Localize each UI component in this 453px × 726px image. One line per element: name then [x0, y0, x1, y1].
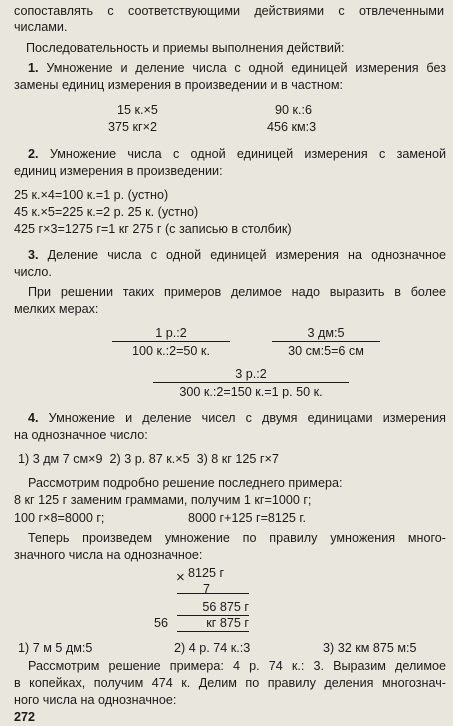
fraction-1-bottom: 100 к.:2=50 к.: [132, 344, 210, 358]
section-4-title-line-1: 4. Умножение и деление чисел с двумя единицами измерения: [28, 411, 447, 425]
section-1-number: 1.: [28, 61, 39, 75]
section-2-line-1: 25 к.×4=100 к.=1 р. (устно): [14, 188, 169, 202]
section-4-paragraph-2-line-2: значного числа на однозначное:: [14, 548, 203, 562]
section-4-paragraph-2-line-1: Теперь произведем умножение по правилу умножения много-: [28, 531, 446, 545]
calc-b: 8000 г+125 г=8125 г.: [188, 511, 306, 525]
column-result: 56 875 г: [177, 599, 249, 616]
division-example-3: 3) 32 км 875 м:5: [323, 641, 417, 655]
section-3-number: 3.: [28, 248, 39, 262]
column-rule-1: [177, 593, 249, 594]
fraction-3-bottom: 300 к.:2=150 к.=1 р. 50 к.: [179, 385, 323, 399]
intro-line-1: сопоставлять с соответствующими действиями с отвлеченными: [14, 4, 444, 18]
section-1-example-b1: 90 к.:6: [275, 103, 313, 117]
sequence-heading: Последовательность и приемы выполнения действий:: [26, 41, 345, 55]
section-4-paragraph-3-line-3: ного числа на однозначное:: [14, 693, 177, 707]
section-2-line-2: 45 к.×5=225 к.=2 р. 25 к. (устно): [14, 205, 199, 219]
section-4-title-line-2: на однозначное число:: [14, 428, 148, 442]
section-1-example-a2: 375 кг×2: [108, 120, 157, 134]
section-2-number: 2.: [28, 147, 39, 161]
section-4-number: 4.: [28, 411, 39, 425]
section-1-title-line-1: 1. Умножение и деление числа с одной единицей измерения без: [28, 61, 446, 75]
section-3-title-line-2: число.: [14, 265, 52, 279]
fraction-3-top: 3 р.:2: [153, 366, 349, 383]
column-final-prefix: 56: [154, 616, 169, 630]
page-number: 272: [14, 710, 36, 724]
section-1-example-b2: 456 км:3: [267, 120, 317, 134]
section-4-paragraph-1-line-1: Рассмотрим подробно решение последнего примера:: [28, 476, 343, 490]
section-3-text-line-2: мелких мерах:: [14, 302, 99, 316]
section-4-paragraph-3-line-2: в копейках, получим 474 к. Делим по правилу деления многознач-: [14, 676, 446, 690]
section-4-paragraph-1-line-2: 8 кг 125 г заменим граммами, получим 1 кг=1000 г;: [14, 493, 312, 507]
fraction-2-top: 3 дм:5: [272, 325, 380, 342]
section-4-examples: 1) 3 дм 7 см×9 2) 3 р. 87 к.×5 3) 8 кг 125 г×7: [18, 452, 279, 466]
column-multiplicand: 8125 г: [188, 566, 225, 580]
division-example-2: 2) 4 р. 74 к.:3: [174, 641, 251, 655]
column-final: кг 875 г: [177, 615, 249, 632]
fraction-2-bottom: 30 см:5=6 см: [288, 344, 364, 358]
section-4-paragraph-3-line-1: Рассмотрим решение примера: 4 р. 74 к.: 3. Выразим делимое: [28, 659, 446, 673]
section-2-title-line-2: единиц измерения в произведении:: [14, 164, 223, 178]
division-example-1: 1) 7 м 5 дм:5: [18, 641, 93, 655]
intro-line-2: числами.: [14, 20, 68, 34]
section-2-line-3: 425 г×3=1275 г=1 кг 275 г (с записью в столбик): [14, 222, 292, 236]
section-3-title-line-1: 3. Деление числа с одной единицей измерения на однозначное: [28, 248, 446, 262]
section-1-example-a1: 15 к.×5: [117, 103, 158, 117]
column-multiplier: 7: [203, 582, 211, 596]
column-multiplication-sign: ×: [176, 569, 185, 586]
section-3-text-line-1: При решении таких примеров делимое надо выразить в более: [28, 285, 446, 299]
calc-a: 100 г×8=8000 г;: [14, 511, 105, 525]
section-1-title-line-2: замены единиц измерения в произведении и в частном:: [14, 78, 343, 92]
fraction-1-top: 1 р.:2: [112, 325, 230, 342]
section-2-title-line-1: 2. Умножение числа с одной единицей измерения с заменой: [28, 147, 447, 161]
